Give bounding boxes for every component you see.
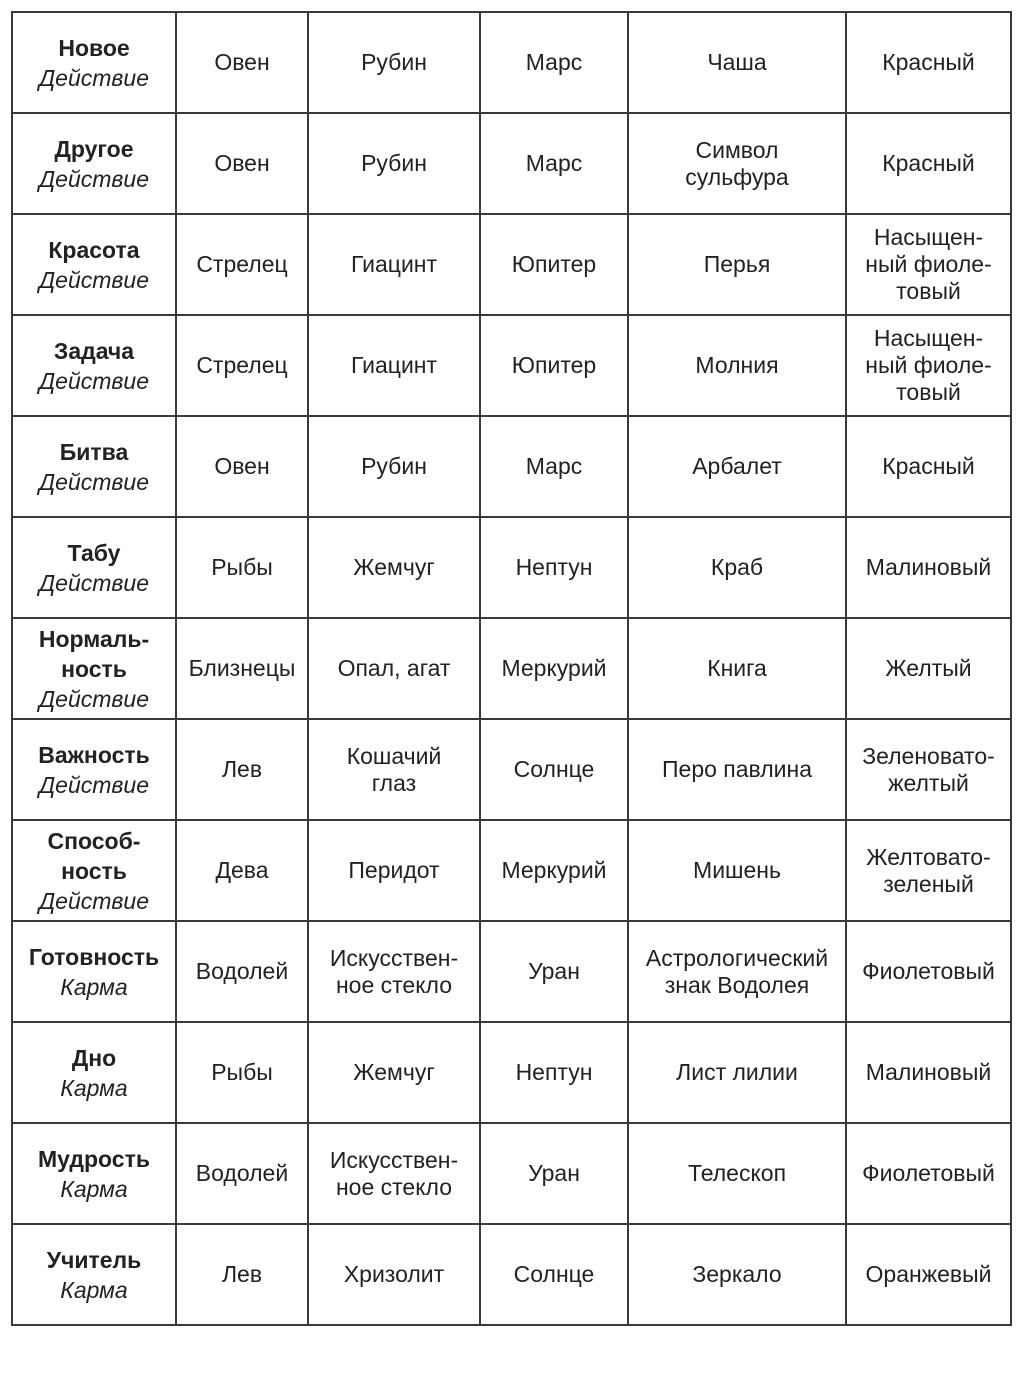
color-cell xyxy=(846,12,1011,113)
row-header-cell xyxy=(12,113,176,214)
row-title: Табу xyxy=(67,539,121,566)
cell-text: Нептун xyxy=(515,1059,593,1085)
gemstone-cell xyxy=(308,1022,480,1123)
gemstone-cell xyxy=(308,12,480,113)
color-cell xyxy=(846,315,1011,416)
cell-text: Меркурий xyxy=(501,857,607,883)
planet-cell xyxy=(480,214,628,315)
zodiac-sign-cell xyxy=(176,214,308,315)
cell-text: Солнце xyxy=(513,756,595,782)
cell-text: Гиацинт xyxy=(350,251,438,277)
zodiac-sign-cell xyxy=(176,1123,308,1224)
gemstone-cell xyxy=(308,113,480,214)
zodiac-sign-cell xyxy=(176,618,308,719)
cell-text: Молния xyxy=(695,352,779,378)
cell-text: Юпитер xyxy=(511,251,597,277)
color-cell xyxy=(846,113,1011,214)
cell-text: Уран xyxy=(528,1160,580,1186)
cell-text: Рубин xyxy=(361,150,427,176)
planet-cell xyxy=(480,315,628,416)
symbol-cell xyxy=(628,416,846,517)
cell-text: Телескоп xyxy=(687,1160,787,1186)
cell-text: Нептун xyxy=(515,554,593,580)
gemstone-cell xyxy=(308,820,480,921)
planet-cell xyxy=(480,618,628,719)
symbol-cell xyxy=(628,1224,846,1325)
row-category: Карма xyxy=(60,1175,128,1202)
cell-text: Перидот xyxy=(348,857,440,883)
cell-text: Овен xyxy=(214,49,270,75)
cell-text: Арбалет xyxy=(692,453,782,479)
cell-text: Стрелец xyxy=(196,251,288,277)
row-title: Другое xyxy=(54,135,134,162)
zodiac-sign-cell xyxy=(176,416,308,517)
cell-text: Фиолетовый xyxy=(862,958,995,984)
color-cell xyxy=(846,416,1011,517)
cell-text: Лев xyxy=(221,756,263,782)
row-title: Способ- ность xyxy=(47,827,141,884)
cell-text: Жемчуг xyxy=(353,554,435,580)
table-row xyxy=(12,416,1011,517)
cell-text: Рубин xyxy=(361,49,427,75)
cell-text: Насыщен- ный фиоле- товый xyxy=(865,224,992,304)
table-row xyxy=(12,820,1011,921)
row-title: Важность xyxy=(38,741,150,768)
row-title: Мудрость xyxy=(38,1145,150,1172)
row-category: Действие xyxy=(38,367,150,394)
cell-text: Рыбы xyxy=(211,554,273,580)
table-row xyxy=(12,618,1011,719)
row-title: Учитель xyxy=(46,1246,142,1273)
color-cell xyxy=(846,719,1011,820)
symbol-cell xyxy=(628,315,846,416)
symbol-cell xyxy=(628,12,846,113)
row-header-cell xyxy=(12,820,176,921)
cell-text: Желтый xyxy=(885,655,972,681)
table-row xyxy=(12,315,1011,416)
color-cell xyxy=(846,921,1011,1022)
cell-text: Перо павлина xyxy=(662,756,812,782)
cell-text: Искусствен- ное стекло xyxy=(329,944,459,998)
symbol-cell xyxy=(628,517,846,618)
zodiac-sign-cell xyxy=(176,820,308,921)
gemstone-cell xyxy=(308,719,480,820)
row-header-cell xyxy=(12,1022,176,1123)
cell-text: Книга xyxy=(707,655,767,681)
zodiac-sign-cell xyxy=(176,1022,308,1123)
cell-text: Зеркало xyxy=(692,1261,782,1287)
color-cell xyxy=(846,1123,1011,1224)
zodiac-sign-cell xyxy=(176,921,308,1022)
row-category: Действие xyxy=(38,887,150,914)
symbol-cell xyxy=(628,618,846,719)
zodiac-sign-cell xyxy=(176,719,308,820)
cell-text: Красный xyxy=(882,150,975,176)
table-row xyxy=(12,214,1011,315)
row-title: Готовность xyxy=(28,943,160,970)
planet-cell xyxy=(480,1224,628,1325)
planet-cell xyxy=(480,113,628,214)
row-category: Действие xyxy=(38,685,150,712)
cell-text: Стрелец xyxy=(196,352,288,378)
cell-text: Солнце xyxy=(513,1261,595,1287)
row-category: Действие xyxy=(38,771,150,798)
cell-text: Марс xyxy=(525,453,583,479)
correspondence-table xyxy=(11,11,1012,1326)
row-category: Действие xyxy=(38,266,150,293)
table-row xyxy=(12,921,1011,1022)
row-title: Нормаль- ность xyxy=(38,625,150,682)
cell-text: Астрологический знак Водолея xyxy=(645,944,829,998)
cell-text: Уран xyxy=(528,958,580,984)
table-row xyxy=(12,1123,1011,1224)
color-cell xyxy=(846,1022,1011,1123)
row-category: Действие xyxy=(38,64,150,91)
row-title: Красота xyxy=(48,236,140,263)
table-row xyxy=(12,113,1011,214)
table-body xyxy=(12,12,1011,1325)
cell-text: Зеленовато- желтый xyxy=(862,742,995,796)
zodiac-sign-cell xyxy=(176,315,308,416)
planet-cell xyxy=(480,820,628,921)
row-header-cell xyxy=(12,719,176,820)
row-header-cell xyxy=(12,12,176,113)
cell-text: Юпитер xyxy=(511,352,597,378)
cell-text: Желтовато- зеленый xyxy=(866,843,991,897)
planet-cell xyxy=(480,1123,628,1224)
gemstone-cell xyxy=(308,315,480,416)
cell-text: Лист лилии xyxy=(676,1059,798,1085)
color-cell xyxy=(846,1224,1011,1325)
cell-text: Насыщен- ный фиоле- товый xyxy=(865,325,992,405)
row-title: Новое xyxy=(58,34,130,61)
row-header-cell xyxy=(12,214,176,315)
symbol-cell xyxy=(628,820,846,921)
row-title: Дно xyxy=(71,1044,117,1071)
row-category: Действие xyxy=(38,165,150,192)
cell-text: Овен xyxy=(214,453,270,479)
zodiac-sign-cell xyxy=(176,113,308,214)
symbol-cell xyxy=(628,214,846,315)
cell-text: Краб xyxy=(710,554,764,580)
color-cell xyxy=(846,618,1011,719)
cell-text: Дева xyxy=(215,857,269,883)
table-row xyxy=(12,1224,1011,1325)
row-title: Задача xyxy=(53,337,135,364)
row-category: Действие xyxy=(38,569,150,596)
cell-text: Овен xyxy=(214,150,270,176)
symbol-cell xyxy=(628,113,846,214)
row-header-cell xyxy=(12,1123,176,1224)
planet-cell xyxy=(480,1022,628,1123)
gemstone-cell xyxy=(308,214,480,315)
row-header-cell xyxy=(12,315,176,416)
cell-text: Водолей xyxy=(195,958,289,984)
cell-text: Водолей xyxy=(195,1160,289,1186)
gemstone-cell xyxy=(308,517,480,618)
planet-cell xyxy=(480,12,628,113)
gemstone-cell xyxy=(308,921,480,1022)
symbol-cell xyxy=(628,1022,846,1123)
cell-text: Жемчуг xyxy=(353,1059,435,1085)
row-header-cell xyxy=(12,416,176,517)
cell-text: Марс xyxy=(525,150,583,176)
zodiac-sign-cell xyxy=(176,1224,308,1325)
cell-text: Хризолит xyxy=(343,1261,445,1287)
row-header-cell xyxy=(12,517,176,618)
cell-text: Рыбы xyxy=(211,1059,273,1085)
zodiac-sign-cell xyxy=(176,517,308,618)
cell-text: Оранжевый xyxy=(865,1261,992,1287)
cell-text: Лев xyxy=(221,1261,263,1287)
row-header-cell xyxy=(12,618,176,719)
row-header-cell xyxy=(12,1224,176,1325)
zodiac-sign-cell xyxy=(176,12,308,113)
cell-text: Искусствен- ное стекло xyxy=(329,1146,459,1200)
cell-text: Марс xyxy=(525,49,583,75)
color-cell xyxy=(846,214,1011,315)
cell-text: Кошачий глаз xyxy=(346,742,442,796)
cell-text: Малиновый xyxy=(865,554,992,580)
cell-text: Красный xyxy=(882,49,975,75)
row-category: Карма xyxy=(60,973,128,1000)
cell-text: Близнецы xyxy=(188,655,296,681)
table-row xyxy=(12,12,1011,113)
gemstone-cell xyxy=(308,1123,480,1224)
planet-cell xyxy=(480,517,628,618)
row-header-cell xyxy=(12,921,176,1022)
cell-text: Чаша xyxy=(707,49,767,75)
cell-text: Опал, агат xyxy=(337,655,451,681)
color-cell xyxy=(846,517,1011,618)
cell-text: Перья xyxy=(703,251,771,277)
table-row xyxy=(12,719,1011,820)
symbol-cell xyxy=(628,719,846,820)
gemstone-cell xyxy=(308,416,480,517)
color-cell xyxy=(846,820,1011,921)
gemstone-cell xyxy=(308,1224,480,1325)
cell-text: Меркурий xyxy=(501,655,607,681)
row-category: Карма xyxy=(60,1074,128,1101)
symbol-cell xyxy=(628,921,846,1022)
table-row xyxy=(12,517,1011,618)
cell-text: Рубин xyxy=(361,453,427,479)
planet-cell xyxy=(480,416,628,517)
row-title: Битва xyxy=(59,438,129,465)
cell-text: Малиновый xyxy=(865,1059,992,1085)
row-category: Карма xyxy=(60,1276,128,1303)
cell-text: Символ сульфура xyxy=(685,136,789,190)
table-row xyxy=(12,1022,1011,1123)
cell-text: Красный xyxy=(882,453,975,479)
gemstone-cell xyxy=(308,618,480,719)
cell-text: Фиолетовый xyxy=(862,1160,995,1186)
planet-cell xyxy=(480,921,628,1022)
cell-text: Мишень xyxy=(693,857,781,883)
row-category: Действие xyxy=(38,468,150,495)
symbol-cell xyxy=(628,1123,846,1224)
planet-cell xyxy=(480,719,628,820)
cell-text: Гиацинт xyxy=(350,352,438,378)
